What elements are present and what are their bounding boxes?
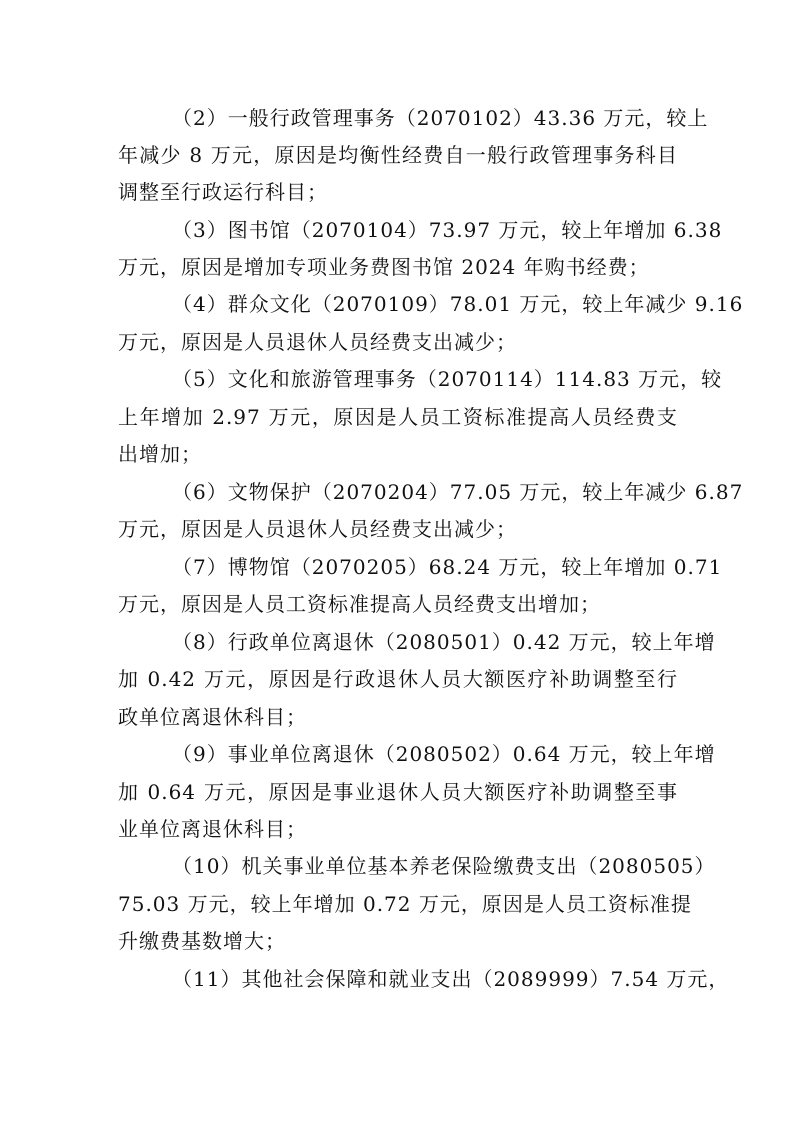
text-line: （11）其他社会保障和就业支出（2089999）7.54 万元， <box>172 967 730 991</box>
text-line: （3）图书馆（2070104）73.97 万元，较上年增加 6.38 <box>172 218 723 242</box>
text-line: （7）博物馆（2070205）68.24 万元，较上年增加 0.71 <box>172 555 723 579</box>
text-line: 出增加； <box>118 442 202 466</box>
text-line: 万元，原因是人员工资标准提高人员经费支出增加； <box>118 592 601 616</box>
text-line: 加 0.42 万元，原因是行政退休人员大额医疗补助调整至行 <box>118 667 678 691</box>
text-line: （2）一般行政管理事务（2070102）43.36 万元，较上 <box>172 106 709 130</box>
text-line: （4）群众文化（2070109）78.01 万元，较上年减少 9.16 <box>172 292 744 316</box>
text-line: 年减少 8 万元，原因是均衡性经费自一般行政管理事务科目 <box>118 143 678 167</box>
text-line: 万元，原因是增加专项业务费图书馆 2024 年购书经费； <box>118 255 650 279</box>
text-line: （9）事业单位离退休（2080502）0.64 万元，较上年增 <box>172 742 716 766</box>
text-line: 政单位离退休科目； <box>118 705 307 729</box>
text-line: （10）机关事业单位基本养老保险缴费支出（2080505） <box>172 854 716 878</box>
text-line: 75.03 万元，较上年增加 0.72 万元，原因是人员工资标准提 <box>118 892 692 916</box>
text-line: 上年增加 2.97 万元，原因是人员工资标准提高人员经费支 <box>118 405 678 429</box>
text-line: 万元，原因是人员退休人员经费支出减少； <box>118 517 517 541</box>
text-line: （8）行政单位离退休（2080501）0.42 万元，较上年增 <box>172 630 716 654</box>
text-line: 升缴费基数增大； <box>118 929 286 953</box>
text-line: 调整至行政运行科目； <box>118 180 328 204</box>
text-line: 加 0.64 万元，原因是事业退休人员大额医疗补助调整至事 <box>118 780 678 804</box>
text-line: 万元，原因是人员退休人员经费支出减少； <box>118 330 517 354</box>
text-line: 业单位离退休科目； <box>118 817 307 841</box>
text-line: （5）文化和旅游管理事务（2070114）114.83 万元，较 <box>172 367 723 391</box>
text-line: （6）文物保护（2070204）77.05 万元，较上年减少 6.87 <box>172 480 744 504</box>
